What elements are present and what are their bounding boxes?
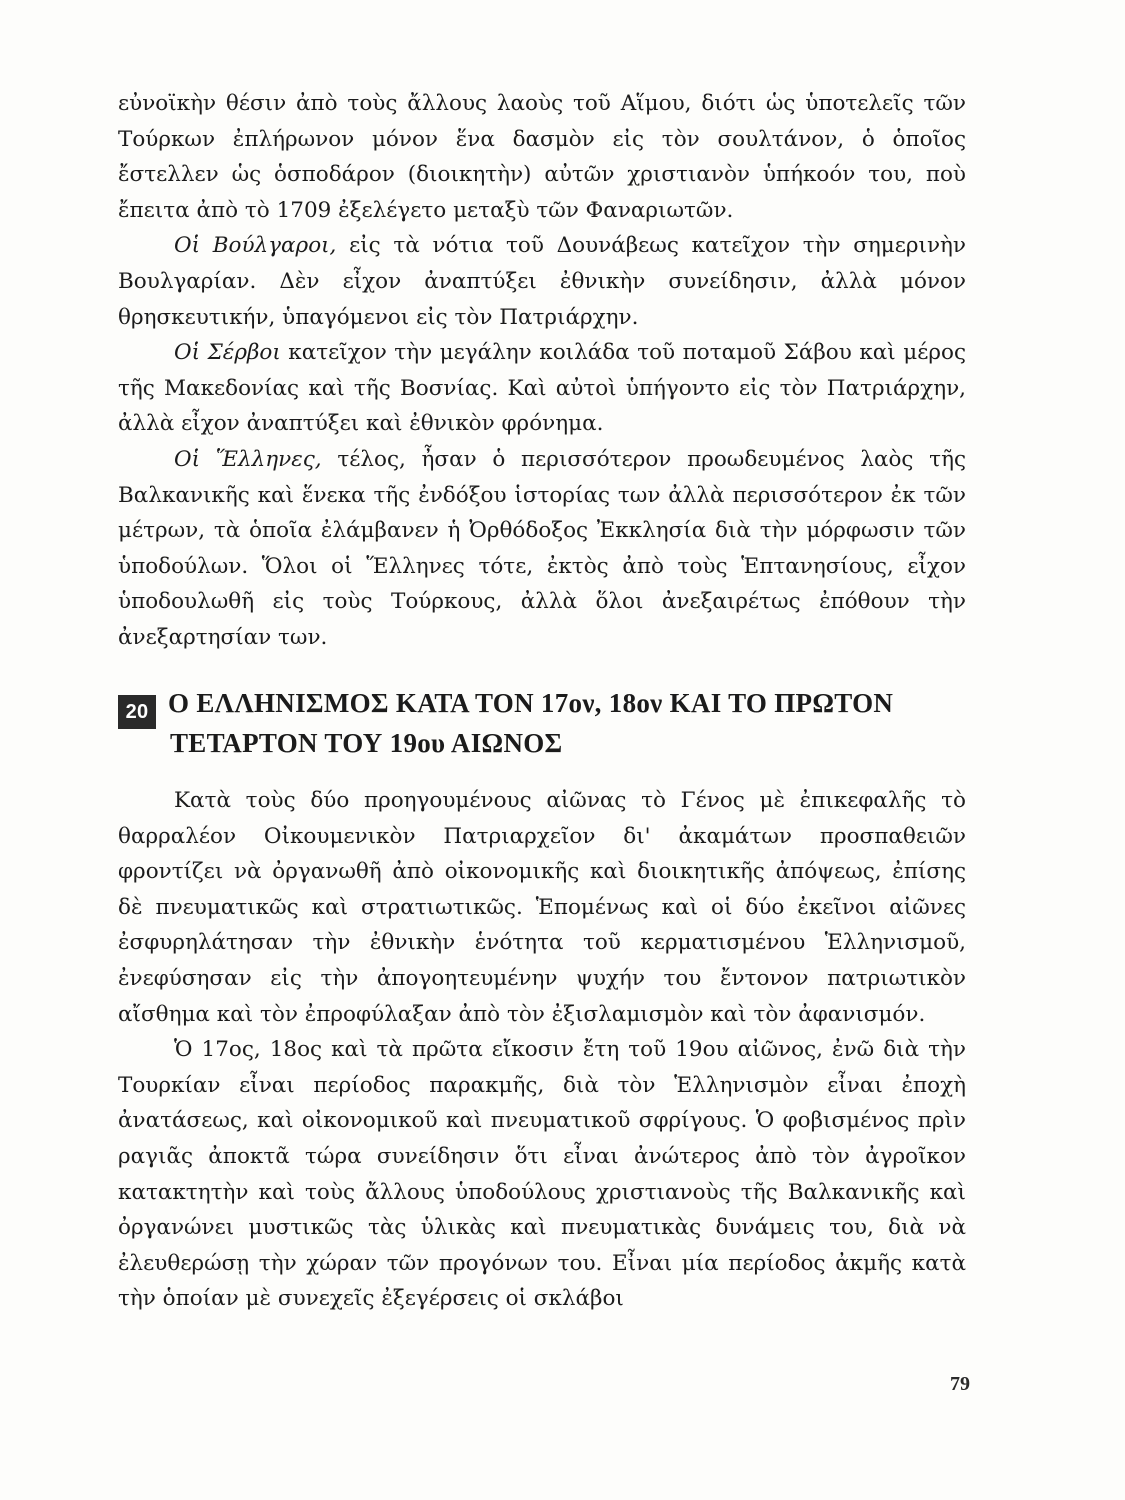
serbs-lead: Οἱ Σέρβοι: [174, 340, 281, 366]
bottom-text-block: [118, 783, 966, 1317]
greeks-text: τέλος, ἦσαν ὁ περισσότερον προωδευμένος λαὸς τῆς Βαλκανικῆς καὶ ἕνεκα τῆς ἐνδόξου ἱστορίας των ἀλλὰ περισσότερον ἐκ τῶν μέτρων, τὰ ὁποῖα ἐλάμβανεν ἡ Ὀρθόδοξος Ἐκκλησία διὰ τὴν μόρφωσιν τῶν ὑποδούλων. Ὅλοι οἱ Ἕλληνες τότε, ἐκτὸς ἀπὸ τοὺς Ἑπτανησίους, εἶχον ὑποδουλωθῆ εἰς τοὺς Τούρκους, ἀλλὰ ὅλοι ἀνεξαιρέτως ἐπόθουν τὴν ἀνεξαρτησίαν των.: [118, 446, 966, 650]
section-heading: [118, 683, 966, 763]
paragraph-patriarchate: Κατὰ τοὺς δύο προηγουμένους αἰῶνας τὸ Γένος μὲ ἐπικεφαλῆς τὸ θαρραλέον Οἰκουμενικὸν Πατριαρχεῖον δι' ἀκαμάτων προσπαθειῶν φροντίζει νὰ ὀργανωθῆ ἀπὸ οἰκονομικῆς καὶ διοικητικῆς ἀπόψεως, ἐπίσης δὲ πνευματικῶς καὶ στρατιωτικῶς. Ἑπομένως καὶ οἱ δύο ἐκεῖνοι αἰῶνες ἐσφυρηλάτησαν τὴν ἐθνικὴν ἑνότητα τοῦ κερματισμένου Ἑλληνισμοῦ, ἐνεφύσησαν εἰς τὴν ἀπογοητευμένην ψυχήν του ἔντονον πατριωτικὸν αἴσθημα καὶ τὸν ἐπροφύλαξαν ἀπὸ τὸν ἐξισλαμισμὸν καὶ τὸν ἀφανισμόν.: [118, 788, 966, 1027]
paragraph-greeks: [118, 442, 966, 656]
serbs-text: κατεῖχον τὴν μεγάλην κοιλάδα τοῦ ποταμοῦ Σάβου καὶ μέρος τῆς Μακεδονίας καὶ τῆς Βοσνίας. Καὶ αὐτοὶ ὑπήγοντο εἰς τὸν Πατριάρχην, ἀλλὰ εἶχον ἀναπτύξει καὶ ἐθνικὸν φρόνημα.: [118, 340, 967, 437]
greeks-lead: Οἱ Ἕλληνες,: [174, 446, 322, 472]
section-number-badge: 20: [118, 695, 156, 729]
section-title-line-2: ΤΕΤΑΡΤΟΝ ΤΟΥ 19ου ΑΙΩΝΟΣ: [170, 728, 563, 758]
top-text-block: [118, 86, 966, 656]
paragraph-17th-18th-century: Ὁ 17ος, 18ος καὶ τὰ πρῶτα εἴκοσιν ἔτη τοῦ 19ου αἰῶνος, ἐνῶ διὰ τὴν Τουρκίαν εἶναι περίοδος παρακμῆς, διὰ τὸν Ἑλληνισμὸν εἶναι ἐποχὴ ἀνατάσεως, καὶ οἰκονομικοῦ καὶ πνευματικοῦ σφρίγους. Ὁ φοβισμένος πρὶν ραγιᾶς ἀποκτᾶ τώρα συνείδησιν ὅτι εἶναι ἀνώτερος ἀπὸ τὸν ἀγροῖκον κατακτητὴν καὶ τοὺς ἄλλους ὑποδούλους χριστιανοὺς τῆς Βαλκανικῆς καὶ ὀργανώνει μυστικῶς τὰς ὑλικὰς καὶ πνευματικὰς δυνάμεις του, διὰ νὰ ἐλευθερώσῃ τὴν χώραν τῶν προγόνων του. Εἶναι μία περίοδος ἀκμῆς κατὰ τὴν ὁποίαν μὲ συνεχεῖς ἐξεγέρσεις οἱ σκλάβοι: [118, 1037, 966, 1312]
paragraph-wallachia: εὐνοϊκὴν θέσιν ἀπὸ τοὺς ἄλλους λαοὺς τοῦ Αἵμου, διότι ὡς ὑποτελεῖς τῶν Τούρκων ἐπλήρωνον μόνον ἕνα δασμὸν εἰς τὸν σουλτάνον, ὁ ὁποῖος ἔστελλεν ὡς ὁσποδάρον (διοικητὴν) αὐτῶν χριστιανὸν ὑπήκοόν του, ποὺ ἔπειτα ἀπὸ τὸ 1709 ἐξελέγετο μεταξὺ τῶν Φαναριωτῶν.: [118, 91, 966, 223]
paragraph-bulgarians: [118, 228, 966, 335]
bulgarians-text: εἰς τὰ νότια τοῦ Δουνάβεως κατεῖχον τὴν σημερινὴν Βουλγαρίαν. Δὲν εἶχον ἀναπτύξει ἐθνικὴν συνείδησιν, ἀλλὰ μόνον θρησκευτικήν, ὑπαγόμενοι εἰς τὸν Πατριάρχην.: [118, 233, 966, 330]
page-number: 79: [950, 1373, 970, 1395]
bulgarians-lead: Οἱ Βούλγαροι,: [174, 233, 337, 259]
section-title-line-1: Ο ΕΛΛΗΝΙΣΜΟΣ ΚΑΤΑ ΤΟΝ 17ον, 18ον ΚΑΙ ΤΟ ΠΡΩΤΟΝ: [168, 688, 894, 718]
paragraph-serbs: [118, 335, 966, 442]
